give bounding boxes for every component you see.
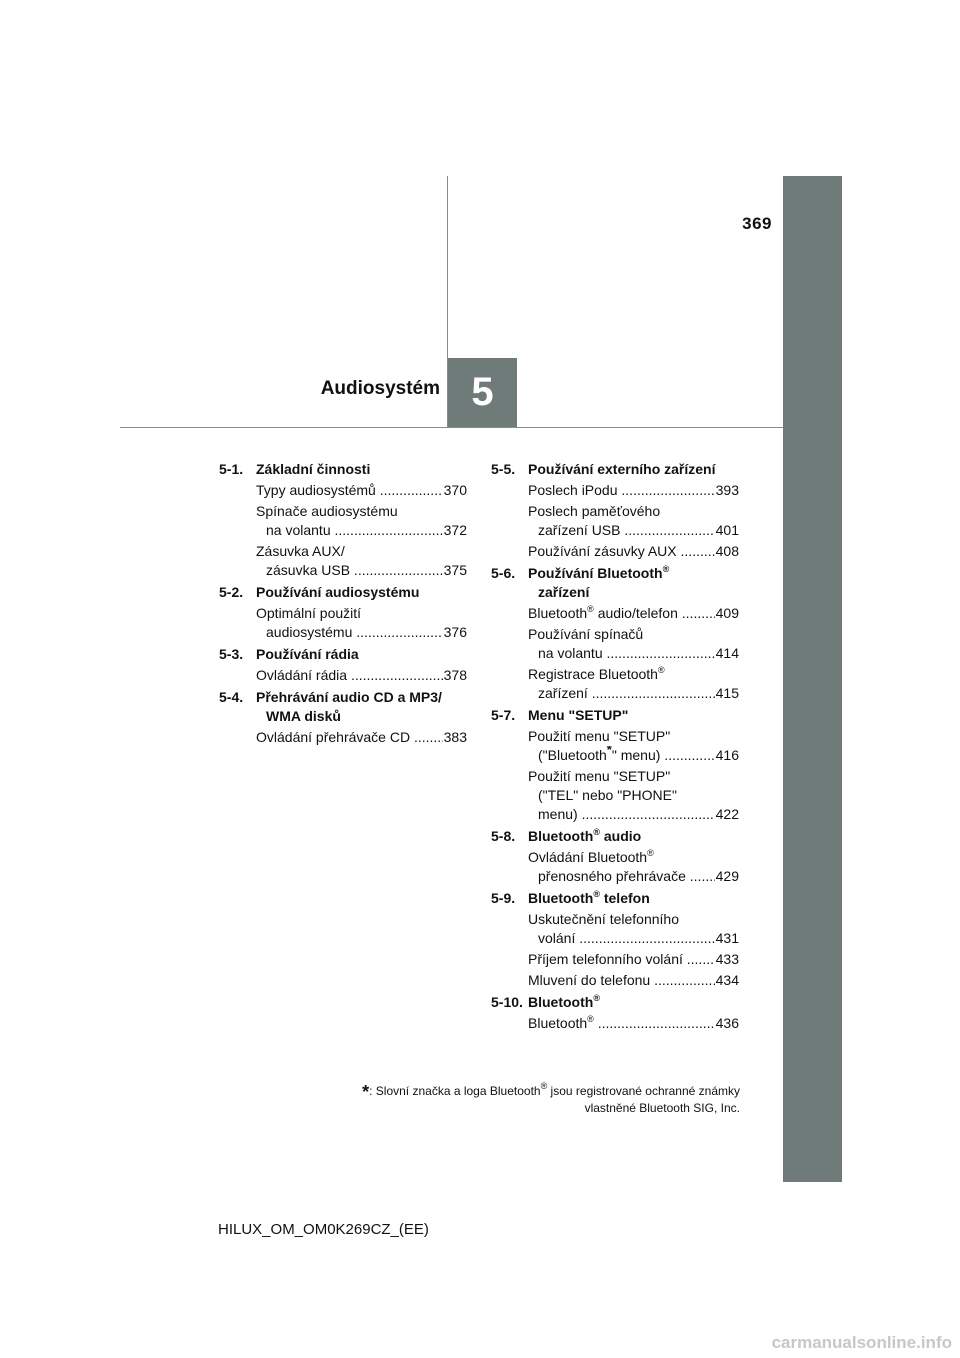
toc-entry (219, 728, 467, 747)
toc-section-heading (491, 564, 739, 602)
toc-entry (491, 767, 739, 824)
toc-section-heading (219, 460, 467, 479)
toc-entry-line (528, 805, 739, 824)
toc-section-heading (491, 827, 739, 846)
toc-section-number: 5-10. (491, 994, 523, 1010)
toc-entry-page: 416 (715, 747, 739, 763)
toc-entry-line (528, 746, 739, 765)
toc-entry-page: 436 (715, 1015, 739, 1031)
toc-entry-line (256, 561, 467, 580)
toc-entry-line (528, 950, 739, 969)
toc-entry-line (256, 728, 467, 747)
toc-entry (219, 481, 467, 500)
toc-entry-line (256, 521, 467, 540)
chapter-number: 5 (471, 370, 494, 414)
toc-entry-text: Typy audiosystémů ..... (256, 481, 443, 500)
toc-section-title-line: Bluetooth® (528, 993, 600, 1010)
toc-entry-line: Použití menu "SETUP" (528, 728, 671, 744)
toc-entry (491, 481, 739, 500)
toc-entry-text: zařízení USB ..... (538, 521, 715, 540)
toc-entry-line (528, 929, 739, 948)
toc-section-title (528, 706, 739, 725)
toc-section-title (256, 645, 467, 664)
toc-entry-line: Zásuvka AUX/ (256, 543, 345, 559)
toc-entry-text: volání ..... (538, 929, 715, 948)
toc-entry-line (528, 521, 739, 540)
toc-section-title (256, 460, 467, 479)
toc-entry-line (256, 666, 467, 685)
toc-entry (491, 665, 739, 703)
toc-entry-text: zásuvka USB ..... (266, 561, 443, 580)
toc-entry-line (528, 542, 739, 561)
toc-entry (491, 910, 739, 948)
toc-entry-line (256, 623, 467, 642)
toc-entry-line (528, 481, 739, 500)
toc-entry-text: Používání zásuvky AUX ..... (528, 542, 715, 561)
toc-entry-text: na volantu ..... (266, 521, 443, 540)
toc-section-title-line: Používání rádia (256, 646, 359, 662)
toc-section-heading (491, 889, 739, 908)
watermark: carmanualsonline.info (771, 1333, 952, 1352)
toc-entry-text: Příjem telefonního volání ..... (528, 950, 715, 969)
toc-section-title (256, 688, 467, 726)
toc-entry-text: ("Bluetooth*" menu) ..... (538, 746, 715, 765)
toc-entry-line (528, 644, 739, 663)
toc-section-title (528, 993, 739, 1012)
toc-section-title-line: zařízení (538, 584, 590, 600)
toc-entry-text: Mluvení do telefonu ..... (528, 971, 715, 990)
chapter-side-tab (783, 176, 842, 1182)
toc-entry (491, 502, 739, 540)
toc-section-title-line: WMA disků (266, 708, 341, 724)
toc-entry-line: Registrace Bluetooth® (528, 665, 665, 682)
toc-section-title (528, 460, 739, 479)
toc-section-title-line: Bluetooth® audio (528, 827, 642, 844)
toc-section-heading (491, 993, 739, 1012)
toc-entry-line (528, 684, 739, 703)
toc-entry-text: Ovládání rádia ..... (256, 666, 443, 685)
page-number: 369 (742, 214, 772, 233)
toc-entry (491, 542, 739, 561)
toc-section-title-line: Používání audiosystému (256, 584, 420, 600)
toc-entry-page: 422 (715, 806, 739, 822)
toc-entry-line (528, 867, 739, 886)
toc-entry-line: ("TEL" nebo "PHONE" (538, 787, 677, 803)
toc-entry-page: 408 (715, 543, 739, 559)
toc-section-heading (219, 688, 467, 726)
toc-entry (491, 727, 739, 765)
toc-left-column (219, 460, 467, 747)
toc-section-title-line: Používání externího zařízení (528, 461, 716, 477)
toc-entry (219, 666, 467, 685)
toc-entry-text: menu) ..... (538, 805, 715, 824)
footnote (300, 1083, 740, 1116)
toc-section-heading (219, 645, 467, 664)
toc-section-title-line: Používání Bluetooth® (528, 564, 670, 581)
toc-section-heading (491, 460, 739, 479)
toc-entry-page: 409 (715, 605, 739, 621)
toc-entry (491, 1014, 739, 1033)
chapter-number-box (448, 358, 517, 427)
document-code: HILUX_OM_OM0K269CZ_(EE) (218, 1221, 429, 1238)
toc-entry-text: Bluetooth® audio/telefon ..... (528, 604, 715, 623)
toc-entry-line: Používání spínačů (528, 626, 644, 642)
footnote-line-1: : Slovní značka a loga Bluetooth® jsou registrované ochranné známky (369, 1081, 740, 1098)
toc-entry-text: přenosného přehrávače ..... (538, 867, 715, 886)
toc-entry-text: na volantu ..... (538, 644, 715, 663)
toc-right-column (491, 460, 739, 1033)
toc-entry-line: Použití menu "SETUP" (528, 768, 671, 784)
toc-entry-page: 429 (715, 868, 739, 884)
toc-entry-page: 370 (443, 482, 467, 498)
toc-entry-text: Bluetooth® ..... (528, 1014, 715, 1033)
toc-entry (491, 604, 739, 623)
toc-entry (491, 971, 739, 990)
toc-entry-page: 378 (443, 667, 467, 683)
toc-entry-page: 383 (443, 729, 467, 745)
toc-entry (491, 625, 739, 663)
toc-section-number: 5-5. (491, 461, 516, 477)
toc-section-number: 5-6. (491, 565, 516, 581)
toc-entry (491, 950, 739, 969)
toc-entry (219, 502, 467, 540)
toc-entry-line: Spínače audiosystému (256, 503, 398, 519)
toc-section-number: 5-8. (491, 828, 516, 844)
toc-entry-text: zařízení ..... (538, 684, 715, 703)
toc-section-number: 5-1. (219, 461, 244, 477)
toc-section-title (528, 827, 739, 846)
toc-entry-page: 375 (443, 562, 467, 578)
toc-section-number: 5-4. (219, 689, 244, 705)
toc-section-title-line: Přehrávání audio CD a MP3/ (256, 689, 442, 705)
toc-entry (491, 848, 739, 886)
toc-section-title (256, 583, 467, 602)
toc-entry-text: Ovládání přehrávače CD ..... (256, 728, 443, 747)
footnote-line-2: vlastněné Bluetooth SIG, Inc. (584, 1101, 740, 1115)
toc-entry-line (528, 604, 739, 623)
toc-entry-line: Poslech paměťového (528, 503, 661, 519)
toc-entry-page: 393 (715, 482, 739, 498)
toc-entry-line: Ovládání Bluetooth® (528, 848, 654, 865)
toc-section-number: 5-9. (491, 890, 516, 906)
toc-entry (219, 542, 467, 580)
toc-entry-line (256, 481, 467, 500)
toc-entry-text: audiosystému ..... (266, 623, 443, 642)
toc-section-number: 5-3. (219, 646, 244, 662)
toc-entry-page: 433 (715, 951, 739, 967)
toc-entry-line (528, 1014, 739, 1033)
toc-section-heading (491, 706, 739, 725)
toc-entry-text: Poslech iPodu ..... (528, 481, 715, 500)
toc-entry-page: 415 (715, 685, 739, 701)
toc-section-heading (219, 583, 467, 602)
toc-entry-page: 414 (715, 645, 739, 661)
footnote-marker: * (362, 1082, 370, 1102)
toc-entry-page: 401 (715, 522, 739, 538)
toc-entry-page: 372 (443, 522, 467, 538)
chapter-title: Audiosystém (320, 378, 440, 399)
toc-section-number: 5-7. (491, 707, 516, 723)
toc-section-title-line: Základní činnosti (256, 461, 371, 477)
header-horizontal-rule (120, 427, 783, 428)
toc-section-title-line: Bluetooth® telefon (528, 889, 650, 906)
toc-section-title (528, 564, 739, 602)
toc-entry-line: Uskutečnění telefonního (528, 911, 679, 927)
toc-entry-page: 431 (715, 930, 739, 946)
toc-entry-line: Optimální použití (256, 605, 362, 621)
toc-entry-page: 376 (443, 624, 467, 640)
toc-entry-page: 434 (715, 972, 739, 988)
toc-entry-line (528, 971, 739, 990)
toc-section-title (528, 889, 739, 908)
toc-section-number: 5-2. (219, 584, 244, 600)
toc-entry (219, 604, 467, 642)
toc-section-title-line: Menu "SETUP" (528, 707, 629, 723)
